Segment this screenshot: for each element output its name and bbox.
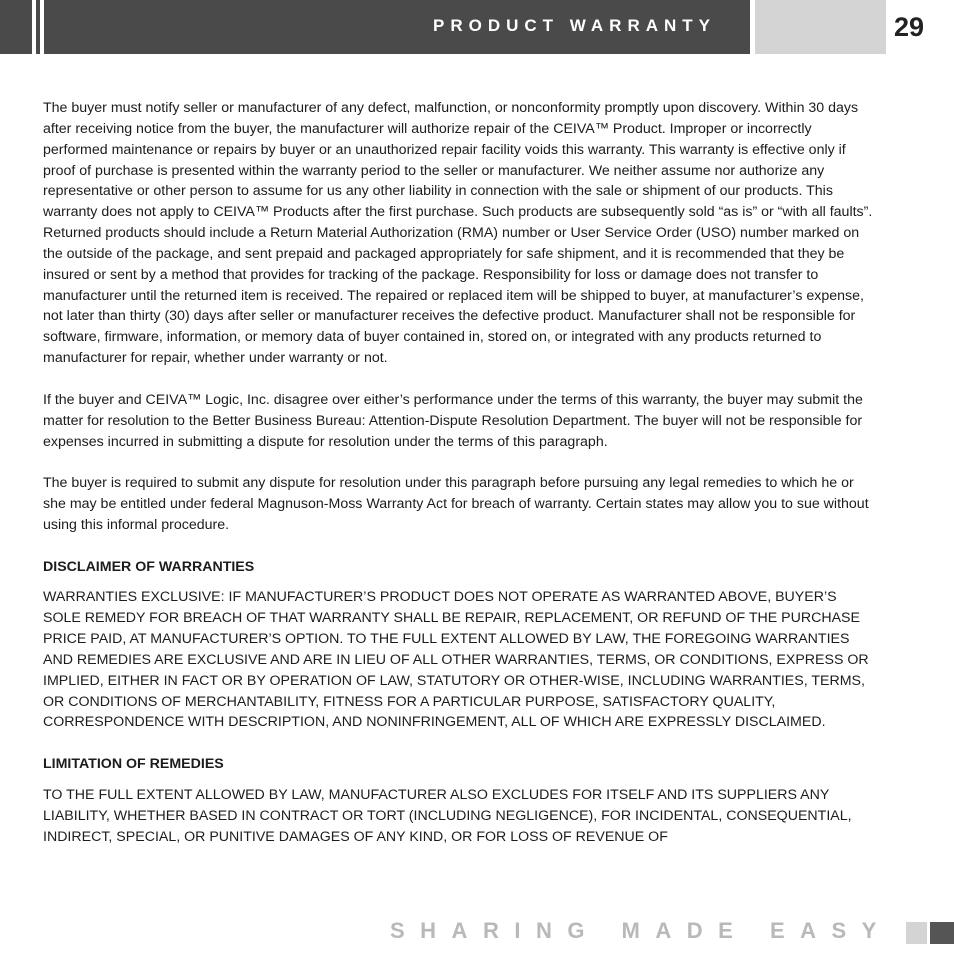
- document-body: [43, 98, 877, 868]
- paragraph-limitation: TO THE FULL EXTENT ALLOWED BY LAW, MANUFACTURER ALSO EXCLUDES FOR ITSELF AND ITS SUPPLIERS ANY LIABILITY, WHETHER BASED IN CONTRACT OR TORT (INCLUDING NEGLIGENCE), FOR INCIDENTAL, CONSEQUENTIAL, INDIRECT, SPECIAL, OR PUNITIVE DAMAGES OF ANY KIND, OR FOR LOSS OF REVENUE OF: [43, 787, 852, 845]
- footer-tagline: SHARING MADE EASY: [390, 918, 892, 943]
- heading-disclaimer: DISCLAIMER OF WARRANTIES: [43, 558, 255, 575]
- paragraph-legal-remedies: The buyer is required to submit any dispute for resolution under this paragraph before pursuing any legal remedies to which he or she may be entitled under federal Magnuson-Moss Warranty Act for breach of warranty. Certain states may allow you to sue without using this informal procedure.: [43, 475, 869, 533]
- header-gray-block: [755, 0, 886, 54]
- page-title: PRODUCT WARRANTY: [433, 16, 716, 35]
- header-decor-stripe: [36, 0, 40, 54]
- paragraph-notification: The buyer must notify seller or manufacturer of any defect, malfunction, or nonconformity promptly upon discovery. Within 30 days after receiving notice from the buyer, the manufacturer will authorize repair of the CEIVA™ Product. Improper or incorrectly performed maintenance or repairs by buyer or an unauthorized repair facility voids this warranty. This warranty is effective only if proof of purchase is presented within the warranty period to the seller or manufacturer. We neither assume nor authorize any representative or other person to assume for us any other liability in connection with the sale or shipment of our products. This warranty does not apply to CEIVA™ Products after the first purchase. Such products are subsequently sold “as is” or “with all faults”. Returned products should include a Return Material Authorization (RMA) number or User Service Order (USO) number marked on the outside of the package, and sent prepaid and packaged appropriately for safe shipment, and it is recommended that they be insured or sent by a method that provides for tracking of the package. Responsibility for loss or damage does not transfer to manufacturer until the returned item is received. The repaired or replaced item will be shipped to buyer, at manufacturer’s expense, not later than thirty (30) days after seller or manufacturer receives the defective product. Manufacturer shall not be responsible for software, firmware, information, or memory data of buyer contained in, stored on, or integrated with any products returned to manufacturer for repair, whether under warranty or not.: [43, 100, 873, 367]
- header-decor-block: [0, 0, 32, 54]
- footer-decor-dark: [930, 922, 954, 944]
- header-bar: [44, 0, 750, 54]
- heading-limitation: LIMITATION OF REMEDIES: [43, 756, 224, 773]
- footer-decor-light: [906, 922, 927, 944]
- page-number: 29: [894, 12, 925, 42]
- paragraph-dispute: If the buyer and CEIVA™ Logic, Inc. disagree over either’s performance under the terms of this warranty, the buyer may submit the matter for resolution to the Better Business Bureau: Attention-Dispute Resolution Department. The buyer will not be responsible for expenses incurred in submitting a dispute for resolution under the terms of this paragraph.: [43, 391, 863, 450]
- paragraph-disclaimer: WARRANTIES EXCLUSIVE: IF MANUFACTURER’S PRODUCT DOES NOT OPERATE AS WARRANTED ABOVE, BUYER’S SOLE REMEDY FOR BREACH OF THAT WARRANTY SHALL BE REPAIR, REPLACEMENT, OR REFUND OF THE PURCHASE PRICE PAID, AT MANUFACTURER’S OPTION. TO THE FULL EXTENT ALLOWED BY LAW, THE FOREGOING WARRANTIES AND REMEDIES ARE EXCLUSIVE AND ARE IN LIEU OF ALL OTHER WARRANTIES, TERMS, OR CONDITIONS, EXPRESS OR IMPLIED, EITHER IN FACT OR BY OPERATION OF LAW, STATUTORY OR OTHER-WISE, INCLUDING WARRANTIES, TERMS, OR CONDITIONS OF MERCHANTABILITY, FITNESS FOR A PARTICULAR PURPOSE, SATISFACTORY QUALITY, CORRESPONDENCE WITH DESCRIPTION, AND NONINFRINGEMENT, ALL OF WHICH ARE EXPRESSLY DISCLAIMED.: [43, 589, 869, 731]
